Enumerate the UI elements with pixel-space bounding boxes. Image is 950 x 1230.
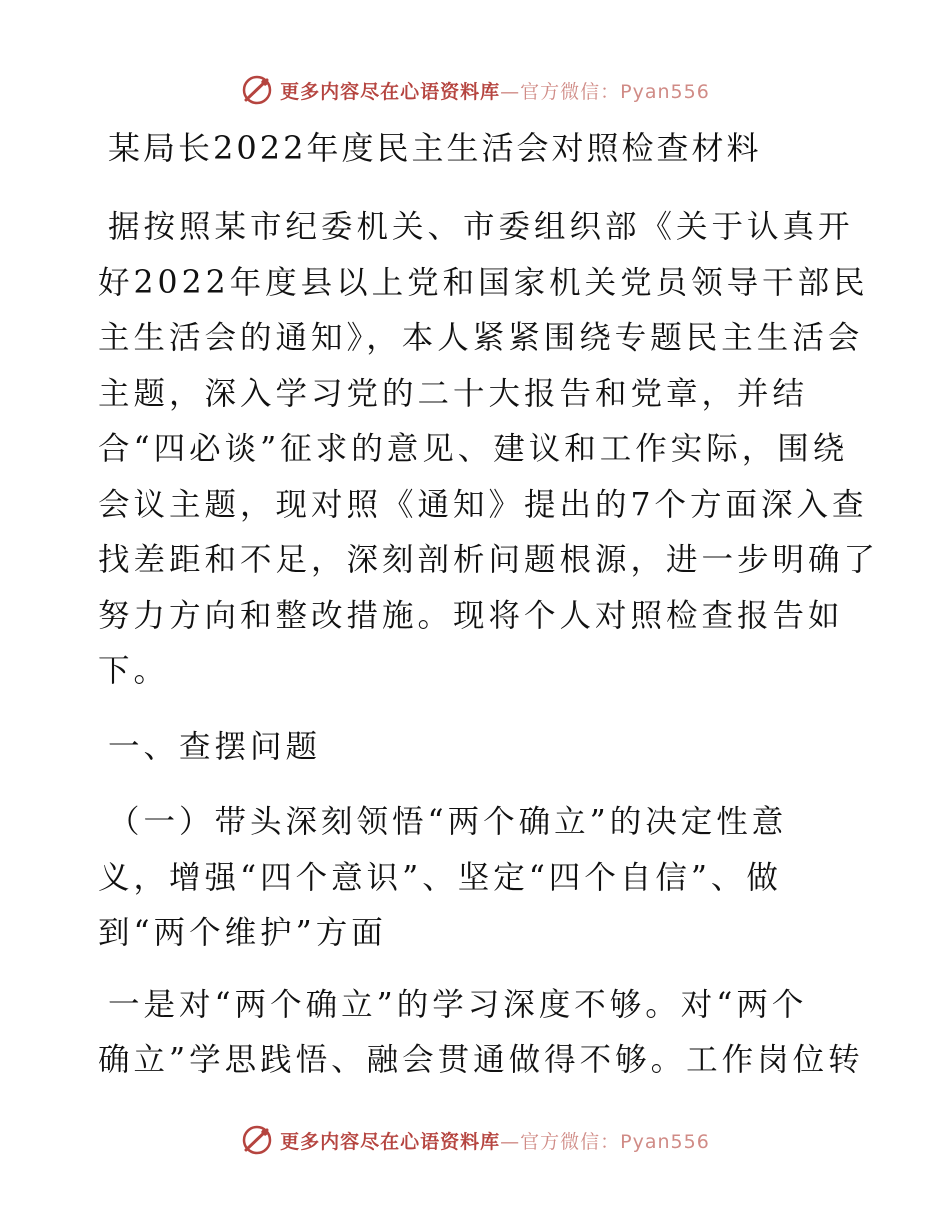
pen-logo-icon bbox=[240, 1123, 274, 1157]
paragraph-line: （一）带头深刻领悟“两个确立”的决定性意 bbox=[108, 804, 788, 840]
subsection-heading bbox=[98, 795, 858, 962]
section-heading: 一、查摆问题 bbox=[108, 728, 322, 765]
paragraph-line: 找差距和不足，深刻剖析问题根源，进一步明确了 bbox=[98, 542, 880, 578]
watermark-text: 更多内容尽在心语资料库—官方微信：Pyan556 bbox=[280, 1130, 710, 1153]
document-title: 某局长2022年度民主生活会对照检查材料 bbox=[108, 129, 762, 167]
paragraph-line: 确立”学思践悟、融会贯通做得不够。工作岗位转 bbox=[98, 1042, 864, 1078]
intro-paragraph bbox=[98, 200, 880, 700]
pen-logo-icon bbox=[240, 73, 274, 107]
paragraph-line: 到“两个维护”方面 bbox=[98, 915, 387, 951]
paragraph-line: 一是对“两个确立”的学习深度不够。对“两个 bbox=[108, 986, 808, 1023]
footer-watermark-banner bbox=[0, 1120, 950, 1160]
paragraph-line: 下。 bbox=[98, 653, 170, 689]
paragraph-line: 主生活会的通知》，本人紧紧围绕专题民主生活会 bbox=[98, 320, 864, 356]
paragraph-line: 据按照某市纪委机关、市委组织部《关于认真开 bbox=[108, 209, 854, 245]
watermark-text: 更多内容尽在心语资料库—官方微信：Pyan556 bbox=[280, 80, 710, 103]
paragraph-line: 好2022年度县以上党和国家机关党员领导干部民 bbox=[98, 264, 869, 301]
header-watermark-banner bbox=[0, 70, 950, 110]
paragraph-line: 努力方向和整改措施。现将个人对照检查报告如 bbox=[98, 597, 844, 634]
paragraph-line: 会议主题，现对照《通知》提出的7个方面深入查 bbox=[98, 486, 868, 523]
document-body bbox=[98, 122, 880, 1089]
paragraph-line: 主题，深入学习党的二十大报告和党章，并结 bbox=[98, 375, 809, 412]
paragraph-line: 义，增强“四个意识”、坚定“四个自信”、做 bbox=[98, 859, 782, 896]
point-paragraph bbox=[98, 978, 864, 1089]
paragraph-line: 合“四必谈”征求的意见、建议和工作实际，围绕 bbox=[98, 431, 849, 467]
